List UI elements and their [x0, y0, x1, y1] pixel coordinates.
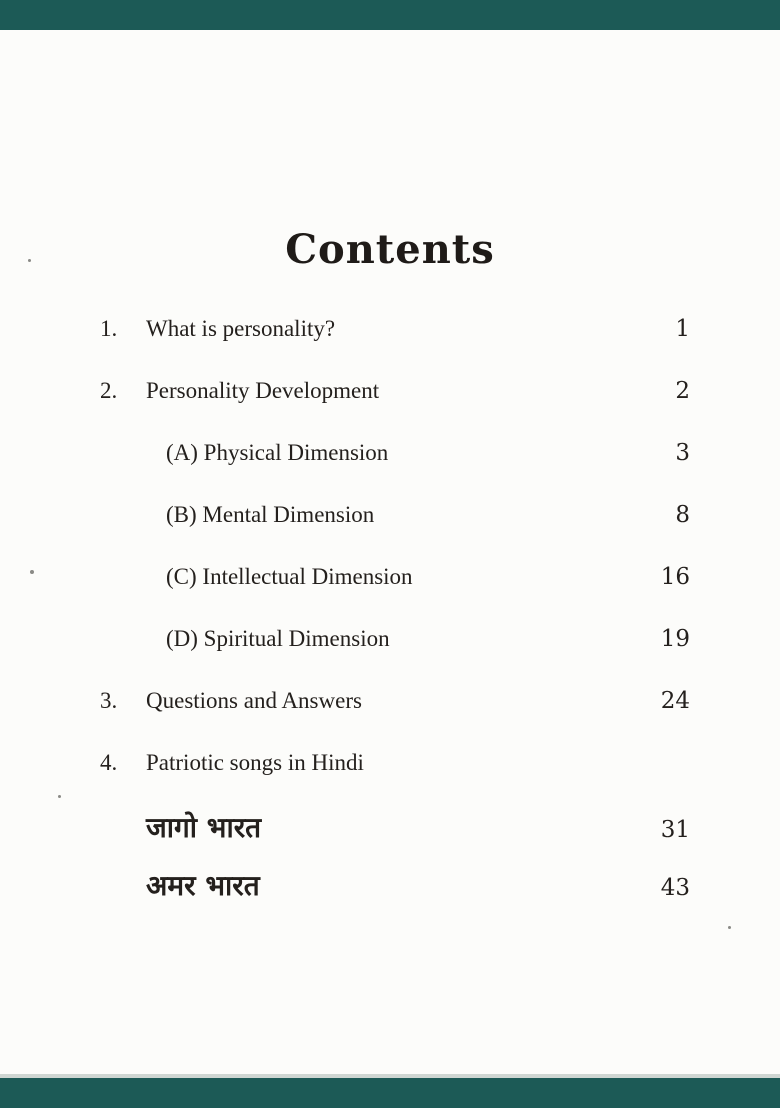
entry-label: (C) Intellectual Dimension [166, 564, 413, 589]
toc-list [0, 315, 780, 927]
scan-speck [728, 926, 731, 929]
entry-label: Patriotic songs in Hindi [146, 750, 364, 775]
scan-speck [28, 259, 31, 262]
toc-entry [100, 439, 690, 501]
toc-entry-hindi [100, 869, 690, 927]
entry-label: जागो भारत [146, 811, 262, 844]
page-title: Contents [285, 226, 495, 273]
toc-entry [100, 377, 690, 439]
toc-entry [100, 749, 690, 811]
entry-page-number: 19 [660, 626, 690, 652]
entry-page-number: 3 [675, 440, 690, 466]
entry-number: 2. [100, 378, 118, 403]
toc-entry [100, 625, 690, 687]
scan-speck [58, 795, 61, 798]
entry-label: Personality Development [146, 378, 380, 403]
toc-entry [100, 687, 690, 749]
entry-page-number: 31 [660, 817, 690, 843]
entry-label: (B) Mental Dimension [166, 502, 375, 527]
toc-entry [100, 563, 690, 625]
entry-label: अमर भारत [146, 869, 260, 902]
toc-entry [100, 315, 690, 377]
scan-edge-bottom [0, 1078, 780, 1108]
entry-page-number: 2 [675, 378, 690, 404]
entry-page-number: 1 [675, 316, 690, 342]
entry-page-number: 8 [675, 502, 690, 528]
entry-number: 1. [100, 316, 118, 341]
entry-number: 4. [100, 750, 118, 775]
entry-page-number: 24 [660, 688, 690, 714]
entry-page-number: 16 [660, 564, 690, 590]
entry-page-number: 43 [660, 875, 690, 901]
toc-entry [100, 501, 690, 563]
entry-label: (A) Physical Dimension [166, 440, 389, 465]
toc-entry-hindi [100, 811, 690, 869]
entry-label: (D) Spiritual Dimension [166, 626, 390, 651]
entry-number: 3. [100, 688, 118, 713]
entry-label: Questions and Answers [146, 688, 362, 713]
scan-speck [30, 570, 34, 574]
entry-label: What is personality? [146, 316, 336, 341]
